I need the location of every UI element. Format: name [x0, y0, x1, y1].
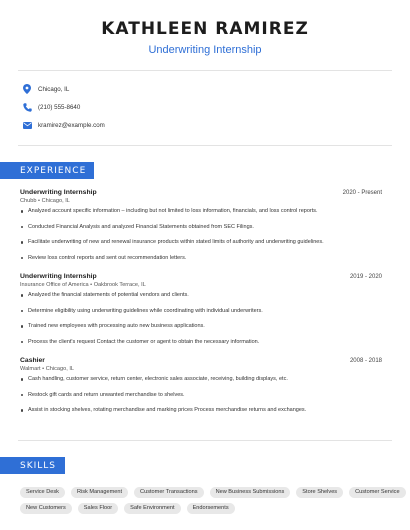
contact-divider — [18, 145, 392, 146]
location-text: Chicago, IL — [38, 85, 70, 93]
skills-heading: SKILLS — [0, 457, 65, 474]
experience-heading: EXPERIENCE — [0, 162, 94, 179]
job-location: Chicago, IL — [41, 198, 70, 204]
skill-chip: Safe Environment — [124, 503, 180, 514]
resume-header — [0, 18, 410, 57]
skills-list — [20, 487, 400, 519]
skill-chip: Endorsements — [187, 503, 235, 514]
candidate-name: KATHLEEN RAMIREZ — [101, 19, 309, 39]
location-pin-icon — [22, 84, 32, 94]
skill-chip: New Business Submissions — [210, 487, 291, 498]
bullet-item: Review loss control reports and sent out recommendation letters. — [20, 255, 382, 262]
skill-chip: Sales Floor — [78, 503, 118, 514]
contact-email[interactable] — [22, 116, 382, 134]
job-bullets — [20, 376, 382, 414]
job-bullets — [20, 208, 382, 262]
skill-chip: Service Desk — [20, 487, 65, 498]
job-bullets — [20, 292, 382, 346]
bullet-item: Determine eligibility using underwriting guidelines while coordinating with individual underwriters. — [20, 308, 382, 315]
skill-chip: New Customers — [20, 503, 72, 514]
candidate-title: Underwriting Internship — [148, 44, 262, 56]
job-dates: 2008 - 2018 — [349, 358, 382, 364]
bullet-item: Facilitate underwriting of new and renewal insurance products within stated limits of authority and underwriting guidelines. — [20, 239, 382, 246]
skill-chip: Customer Service — [349, 487, 405, 498]
contact-block — [22, 80, 382, 134]
bullet-item: Trained new employees with processing auto new business applications. — [20, 323, 382, 330]
experience-item — [20, 273, 382, 354]
phone-text: (210) 555-8640 — [38, 103, 81, 111]
experience-item — [20, 189, 382, 270]
job-company: Walmart — [20, 366, 41, 372]
email-text[interactable]: kramirez@example.com — [38, 121, 105, 129]
email-icon — [22, 120, 32, 130]
skill-chip: Risk Management — [71, 487, 128, 498]
job-company-line: Insurance Office of America • Oakbrook Terrace, IL — [20, 282, 146, 288]
skills-row — [20, 487, 400, 498]
bullet-item: Analyzed account specific information – including but not limited to loss information, financials, and loss control reports. — [20, 208, 382, 215]
contact-phone — [22, 98, 382, 116]
bullet-item: Cash handling, customer service, return center, electronic sales associate, receiving, building displays, etc. — [20, 376, 382, 383]
header-divider — [18, 70, 392, 71]
bullet-item: Restock gift cards and return unwanted merchandise to shelves. — [20, 392, 382, 399]
job-location: Chicago, IL — [45, 366, 74, 372]
experience-divider — [18, 440, 392, 441]
job-company-line: Chubb • Chicago, IL — [20, 198, 70, 204]
job-title: Underwriting Internship — [20, 273, 97, 280]
bullet-item: Analyzed the financial statements of potential vendors and clients. — [20, 292, 382, 299]
bullet-item: Process the client's request Contact the customer or agent to obtain the necessary information. — [20, 339, 382, 346]
skill-chip: Customer Transactions — [134, 487, 204, 498]
job-title: Cashier — [20, 357, 45, 364]
job-company: Insurance Office of America — [20, 282, 89, 288]
experience-item — [20, 357, 382, 423]
skills-row — [20, 503, 400, 514]
job-title: Underwriting Internship — [20, 189, 97, 196]
job-dates: 2020 - Present — [342, 190, 382, 196]
job-dates: 2019 - 2020 — [349, 274, 382, 280]
job-company: Chubb — [20, 198, 37, 204]
bullet-item: Assist in stocking shelves, rotating merchandise and marking prices Process merchandise returns and exchanges. — [20, 407, 382, 414]
contact-location — [22, 80, 382, 98]
job-company-line: Walmart • Chicago, IL — [20, 366, 74, 372]
phone-icon — [22, 102, 32, 112]
skill-chip: Store Shelves — [296, 487, 343, 498]
job-location: Oakbrook Terrace, IL — [93, 282, 146, 288]
bullet-item: Conducted Financial Analysis and analyzed Financial Statements obtained from SEC Filings. — [20, 224, 382, 231]
